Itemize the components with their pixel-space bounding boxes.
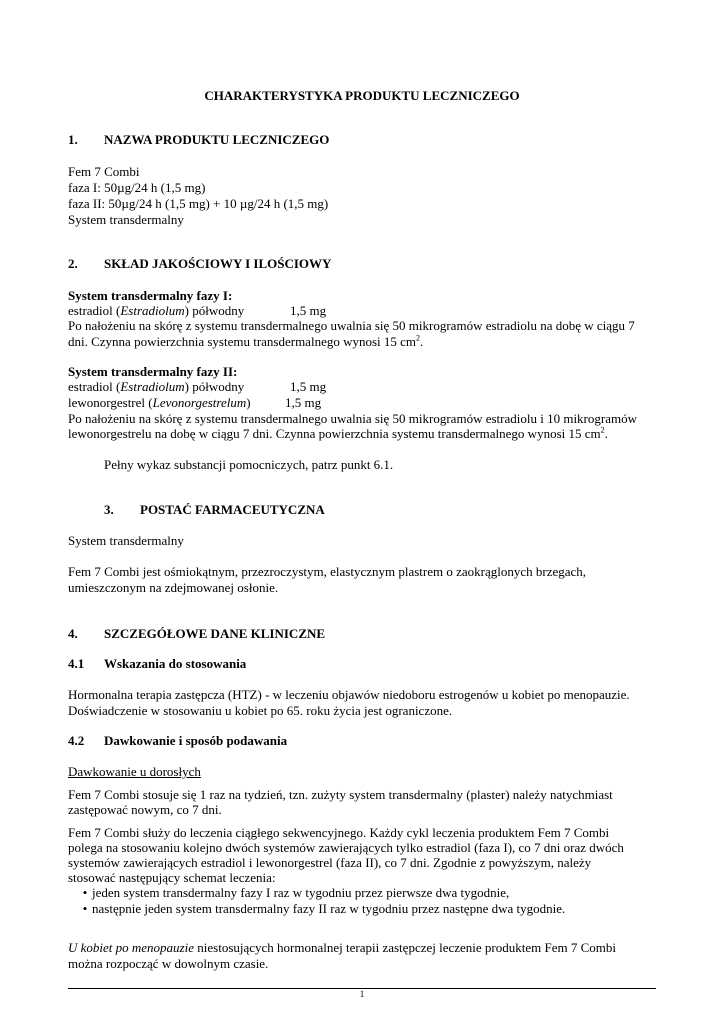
form-description-line-1: Fem 7 Combi jest ośmiokątnym, przezroczystym, elastycznym plastrem o zaokrąglonych brzegach, — [68, 564, 587, 579]
phase-1-text-line-1: Po nałożeniu na skórę z systemu transdermalnego uwalnia się 50 mikrogramów estradiolu na dobę w ciągu 7 — [68, 318, 635, 333]
section-3-heading — [104, 502, 325, 518]
section-number: 4. — [68, 626, 78, 641]
section-4-1-heading — [68, 656, 246, 672]
list-item-text: jeden system transdermalny fazy I raz w tygodniu przez pierwsze dwa tygodnie, — [92, 885, 510, 900]
substance-latin: Levonorgestrelum — [152, 395, 247, 410]
section-title: NAZWA PRODUKTU LECZNICZEGO — [104, 132, 330, 147]
dosage-p2-line-3: systemów zawierających estradiol i lewonorgestrel (faza II), co 7 dni. Zgodnie z powyższym, należy — [68, 855, 592, 870]
phase-2-substance-2-dose: 1,5 mg — [285, 395, 322, 410]
phase-1-substance — [68, 303, 244, 319]
text: dni. Czynna powierzchnia systemu transdermalnego wynosi 15 cm — [68, 334, 417, 349]
bullet-icon: • — [82, 885, 88, 900]
phase-2-text-line-2 — [68, 426, 608, 442]
substance-prefix: estradiol ( — [68, 379, 121, 394]
superscript: 2 — [600, 425, 605, 435]
period: . — [420, 334, 424, 349]
phase-1-heading: System transdermalny fazy I: — [68, 288, 233, 303]
section-number: 1. — [68, 132, 78, 147]
section-4-2-heading — [68, 733, 287, 749]
period: . — [604, 426, 608, 441]
substance-suffix: ) półwodny — [184, 303, 245, 318]
dosage-p2-line-4: stosować następujący schemat leczenia: — [68, 870, 276, 885]
phase-2-text-line-1: Po nałożeniu na skórę z systemu transdermalnego uwalnia się 50 mikrogramów estradiolu i 10 mikrogramów — [68, 411, 637, 426]
substance-suffix: ) — [246, 395, 251, 410]
phase-2-heading: System transdermalny fazy II: — [68, 364, 238, 379]
form-description-line-2: umieszczonym na zdejmowanej osłonie. — [68, 580, 279, 595]
list-item-text: następnie jeden system transdermalny fazy II raz w tygodniu przez następne dwa tygodnie. — [92, 901, 566, 916]
section-title: SKŁAD JAKOŚCIOWY I ILOŚCIOWY — [104, 256, 332, 271]
phase-2-substance-1 — [68, 379, 244, 395]
phase-2-substance-2 — [68, 395, 251, 411]
dosage-p3-line-2: można rozpocząć w dowolnym czasie. — [68, 956, 269, 971]
indications-line-1: Hormonalna terapia zastępcza (HTZ) - w leczeniu objawów niedoboru estrogenów u kobiet po menopauzie. — [68, 687, 630, 702]
indications-line-2: Doświadczenie w stosowaniu u kobiet po 65. roku życia jest ograniczone. — [68, 703, 453, 718]
italic-text: U kobiet po menopauzie — [68, 940, 195, 955]
section-number: 2. — [68, 256, 78, 271]
section-1-heading — [68, 132, 329, 148]
excipients-note: Pełny wykaz substancji pomocniczych, patrz punkt 6.1. — [104, 457, 394, 472]
section-number: 4.2 — [68, 733, 85, 748]
substance-prefix: estradiol ( — [68, 303, 121, 318]
substance-latin: Estradiolum — [120, 379, 185, 394]
document-page — [68, 0, 656, 1024]
dosage-subheading: Dawkowanie u dorosłych — [68, 764, 201, 779]
substance-latin: Estradiolum — [120, 303, 185, 318]
section-4-heading — [68, 626, 325, 642]
phase-1-substance-dose: 1,5 mg — [290, 303, 327, 318]
dosage-p2-line-1: Fem 7 Combi służy do leczenia ciągłego sekwencyjnego. Każdy cykl leczenia produktem Fem 7 Combi — [68, 825, 610, 840]
phase-2-dose: faza II: 50µg/24 h (1,5 mg) + 10 µg/24 h (1,5 mg) — [68, 196, 329, 211]
text: lewonorgestrelu na dobę w ciągu 7 dni. Czynna powierzchnia systemu transdermalnego wynosi 15 cm — [68, 426, 601, 441]
phase-1-dose: faza I: 50µg/24 h (1,5 mg) — [68, 180, 206, 195]
substance-prefix: lewonorgestrel ( — [68, 395, 153, 410]
dosage-p2-line-2: polega na stosowaniu kolejno dwóch systemów zawierających tylko estradiol (faza I), co 7 dni oraz dwóch — [68, 840, 624, 855]
section-title: Wskazania do stosowania — [104, 656, 247, 671]
page-number: 1 — [359, 989, 365, 999]
section-title: SZCZEGÓŁOWE DANE KLINICZNE — [104, 626, 326, 641]
dosage-p3-line-1 — [68, 940, 616, 956]
list-item — [78, 885, 509, 901]
phase-1-text-line-2 — [68, 334, 423, 350]
list-item — [78, 901, 565, 917]
phase-2-substance-1-dose: 1,5 mg — [290, 379, 327, 394]
substance-suffix: ) półwodny — [184, 379, 245, 394]
dosage-form-line: System transdermalny — [68, 212, 184, 227]
dosage-p1-line-1: Fem 7 Combi stosuje się 1 raz na tydzień, tzn. zużyty system transdermalny (plaster) należy natychmiast — [68, 787, 613, 802]
text: niestosujących hormonalnej terapii zastępczej leczenie produktem Fem 7 Combi — [194, 940, 617, 955]
document-title: CHARAKTERYSTYKA PRODUKTU LECZNICZEGO — [204, 88, 520, 103]
superscript: 2 — [416, 333, 421, 343]
bullet-icon: • — [82, 901, 88, 916]
section-number: 3. — [104, 502, 114, 517]
section-title: POSTAĆ FARMACEUTYCZNA — [140, 502, 325, 517]
form-line: System transdermalny — [68, 533, 184, 548]
section-2-heading — [68, 256, 331, 272]
product-name: Fem 7 Combi — [68, 164, 140, 179]
dosage-p1-line-2: zastępować nowym, co 7 dni. — [68, 802, 222, 817]
section-number: 4.1 — [68, 656, 85, 671]
section-title: Dawkowanie i sposób podawania — [104, 733, 288, 748]
